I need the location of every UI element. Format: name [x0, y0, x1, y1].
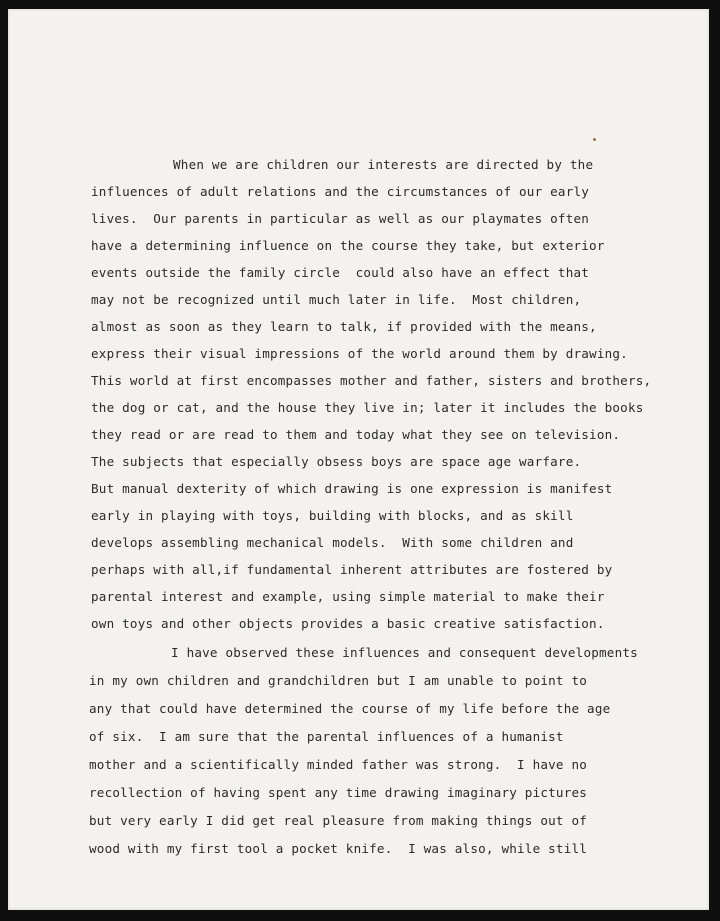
text-line: but very early I did get real pleasure from making things out of: [89, 813, 588, 828]
text-line: any that could have determined the course of my life before the age: [89, 701, 611, 716]
text-line: parental interest and example, using simple material to make their: [91, 589, 605, 604]
text-line: early in playing with toys, building with blocks, and as skill: [91, 508, 574, 523]
text-line: in my own children and grandchildren but I am unable to point to: [89, 673, 588, 688]
text-line: influences of adult relations and the circumstances of our early: [91, 184, 590, 199]
text-line: When we are children our interests are directed by the: [173, 157, 594, 172]
text-line: perhaps with all,if fundamental inherent attributes are fostered by: [91, 562, 613, 577]
text-line: own toys and other objects provides a basic creative satisfaction.: [91, 616, 605, 631]
text-line: I have observed these influences and consequent developments: [171, 645, 638, 660]
text-line: But manual dexterity of which drawing is one expression is manifest: [91, 481, 613, 496]
text-line: almost as soon as they learn to talk, if provided with the means,: [91, 319, 597, 334]
text-line: develops assembling mechanical models. With some children and: [91, 535, 574, 550]
text-line: lives. Our parents in particular as well as our playmates often: [91, 211, 590, 226]
text-line: have a determining influence on the course they take, but exterior: [91, 238, 605, 253]
typed-page: [8, 9, 709, 910]
text-line: of six. I am sure that the parental influences of a humanist: [89, 729, 564, 744]
text-line: mother and a scientifically minded father was strong. I have no: [89, 757, 588, 772]
text-line: may not be recognized until much later in life. Most children,: [91, 292, 582, 307]
ink-speck: [593, 138, 596, 141]
text-line: express their visual impressions of the world around them by drawing.: [91, 346, 628, 361]
text-line: the dog or cat, and the house they live in; later it includes the books: [91, 400, 644, 415]
text-line: they read or are read to them and today what they see on television.: [91, 427, 621, 442]
text-line: The subjects that especially obsess boys are space age warfare.: [91, 454, 582, 469]
text-line: wood with my first tool a pocket knife. I was also, while still: [89, 841, 588, 856]
text-line: events outside the family circle could also have an effect that: [91, 265, 590, 280]
text-line: recollection of having spent any time drawing imaginary pictures: [89, 785, 588, 800]
text-line: This world at first encompasses mother and father, sisters and brothers,: [91, 373, 652, 388]
